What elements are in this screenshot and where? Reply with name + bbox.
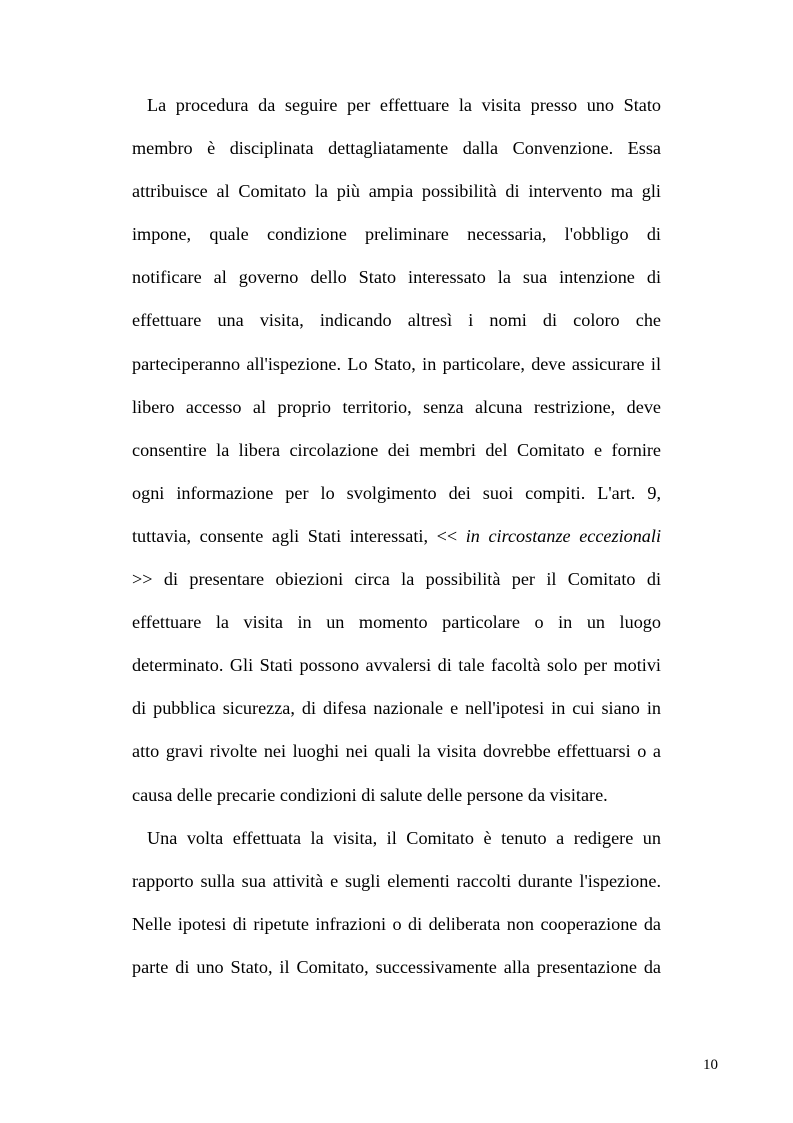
text-line: Nelle ipotesi di ripetute infrazioni o di deliberata non cooperazione da (132, 913, 661, 934)
page-number: 10 (703, 1057, 718, 1073)
text-line: rapporto sulla sua attività e sugli elementi raccolti durante l'ispezione. (132, 870, 661, 891)
text-line: attribuisce al Comitato la più ampia possibilità di intervento ma gli (132, 181, 661, 202)
text-line: Una volta effettuata la visita, il Comitato è tenuto a redigere un (147, 827, 661, 848)
text-line: causa delle precarie condizioni di salute delle persone da visitare. (132, 784, 608, 805)
text-line: atto gravi rivolte nei luoghi nei quali la visita dovrebbe effettuarsi o a (132, 741, 661, 762)
text-line: di pubblica sicurezza, di difesa nazionale e nell'ipotesi in cui siano in (132, 698, 661, 719)
text-line: effettuare una visita, indicando altresì i nomi di coloro che (132, 310, 661, 331)
text-line: determinato. Gli Stati possono avvalersi di tale facoltà solo per motivi (132, 655, 661, 676)
text-line: >> di presentare obiezioni circa la possibilità per il Comitato di (132, 569, 661, 590)
text-line: parte di uno Stato, il Comitato, successivamente alla presentazione da (132, 956, 661, 977)
body-text (132, 84, 661, 989)
text-line: membro è disciplinata dettagliatamente dalla Convenzione. Essa (132, 138, 661, 159)
text-line: notificare al governo dello Stato interessato la sua intenzione di (132, 267, 661, 288)
text-fragment: tuttavia, consente agli Stati interessati, << (132, 525, 466, 546)
text-line: parteciperanno all'ispezione. Lo Stato, in particolare, deve assicurare il (132, 353, 661, 374)
text-line-with-quote (132, 515, 661, 558)
paragraph-2 (132, 817, 661, 989)
text-line: ogni informazione per lo svolgimento dei suoi compiti. L'art. 9, (132, 482, 661, 503)
text-line: libero accesso al proprio territorio, senza alcuna restrizione, deve (132, 396, 661, 417)
paragraph-1 (132, 84, 661, 817)
text-line: effettuare la visita in un momento particolare o in un luogo (132, 612, 661, 633)
text-line: consentire la libera circolazione dei membri del Comitato e fornire (132, 439, 661, 460)
text-line: La procedura da seguire per effettuare la visita presso uno Stato (147, 95, 661, 115)
italic-quote: in circostanze eccezionali (465, 525, 662, 546)
text-line: impone, quale condizione preliminare necessaria, l'obbligo di (132, 224, 661, 245)
